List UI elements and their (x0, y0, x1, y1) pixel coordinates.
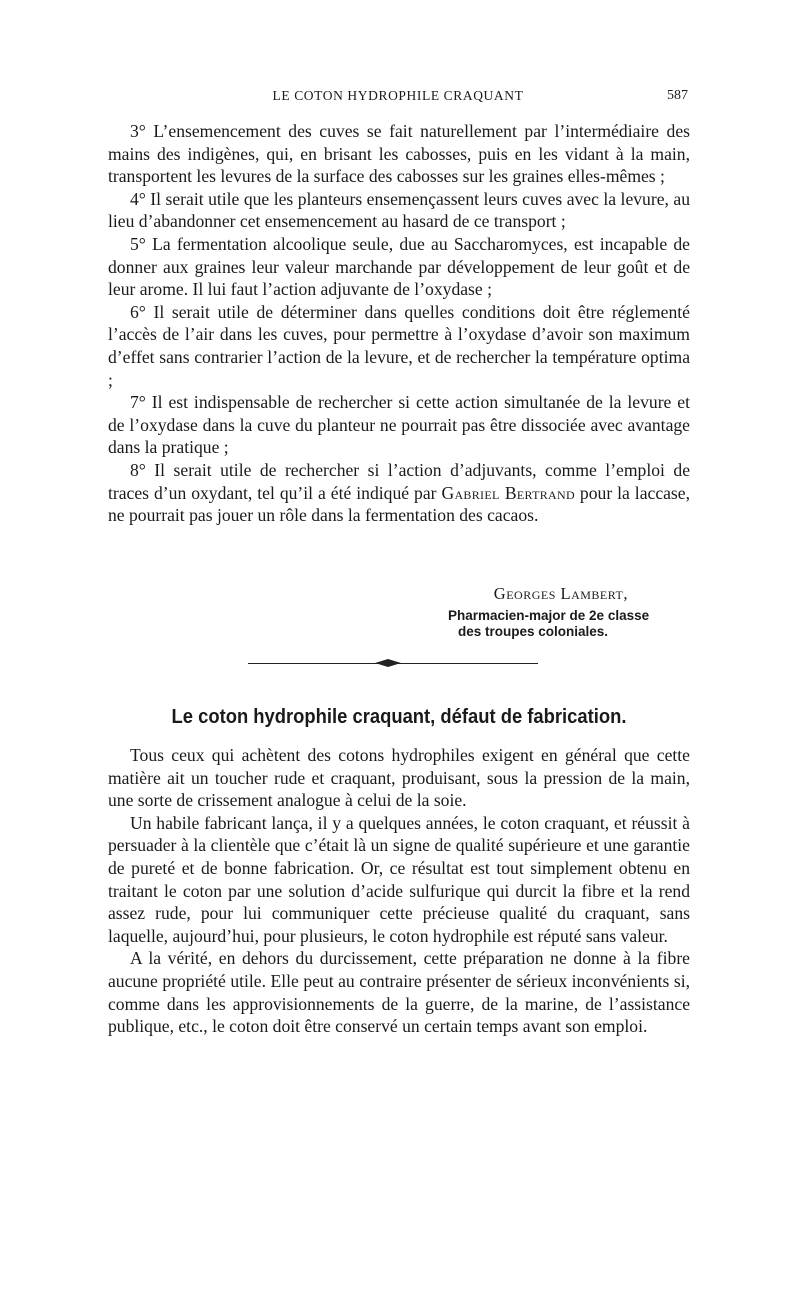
paragraph: A la vérité, en dehors du durcissement, cette préparation ne donne à la fibre aucune propriété utile. Elle peut au contraire présenter de sérieux inconvénients si, comme dans les approvisionnements de la guerre, de la marine, de l’assistance publique, etc., le coton doit être conservé un certain temps avant son emploi. (108, 948, 690, 1037)
separator-ornament (375, 659, 388, 667)
paragraph: 3° L’ensemencement des cuves se fait naturellement par l’intermédiaire des mains des indigènes, qui, en brisant les cabosses, puis en les vidant à la main, transportent les levures de la surface des cabosses sur les graines elles-mêmes ; (108, 121, 690, 187)
running-head (108, 88, 688, 110)
article-body (108, 744, 690, 1038)
paragraph: 5° La fermentation alcoolique seule, due au Saccharomyces, est incapable de donner aux graines leur valeur marchande par développement de leur goût et de leur arome. Il lui faut l’action adjuvante de l’oxydase ; (108, 233, 690, 300)
paragraph-text: 8° Il serait utile de rechercher si l’action d’adjuvants, comme l’emploi de traces d’un oxydant, tel qu’il a été indiqué par (108, 459, 690, 503)
author-title-line: des troupes coloniales. (458, 624, 609, 639)
running-title: LE COTON HYDROPHILE CRAQUANT (272, 88, 524, 103)
article-title: Le coton hydrophile craquant, défaut de fabrication. (171, 706, 627, 728)
paragraph: Un habile fabricant lança, il y a quelques années, le coton craquant, et réussit à persuader à la clientèle que c’était là un signe de qualité supérieure et une garantie de pureté et de bonne fabrication. Or, ce résultat est tout simplement obtenu en traitant le coton par une solution d’acide sulfurique qui durcit la fibre et la rend assez rude, pour lui communiquer cette précieuse qualité du craquant, sans laquelle, aujourd’hui, pour plusieurs, le coton hydrophile est réputé sans valeur. (108, 812, 690, 946)
author-title (448, 608, 688, 640)
separator-ornament (388, 659, 401, 667)
paragraph: 7° Il est indispensable de rechercher si cette action simultanée de la levure et de l’oxydase dans la cuve du planteur ne pourrait pas être dissociée avec avantage dans la pratique ; (108, 392, 690, 458)
page-number: 587 (667, 88, 688, 103)
paragraph-text: pour la laccase, ne pourrait pas jouer un rôle dans la fermentation des cacaos. (108, 482, 690, 526)
author-name: Georges Lambert, (493, 584, 628, 603)
paragraph-with-citation (108, 459, 690, 527)
paragraph: 4° Il serait utile que les planteurs ensemençassent leurs cuves avec la levure, au lieu d’abandonner cet ensemencement au hasard de ce transport ; (108, 188, 690, 232)
previous-article-body (108, 120, 690, 527)
author-title-line: Pharmacien-major de 2e classe (448, 608, 650, 623)
paragraph: Tous ceux qui achètent des cotons hydrophiles exigent en général que cette matière ait un toucher rude et craquant, produisant, sous la pression de la main, une sorte de crissement analogue à celui de la soie. (108, 745, 690, 811)
cited-author: Gabriel Bertrand (441, 482, 575, 503)
paragraph: 6° Il serait utile de déterminer dans quelles conditions doit être réglementé l’accès de l’air dans les cuves, pour permettre à l’oxydase d’avoir son maximum d’effet sans contrarier l’action de la levure, et de rechercher la température optima ; (108, 301, 690, 390)
